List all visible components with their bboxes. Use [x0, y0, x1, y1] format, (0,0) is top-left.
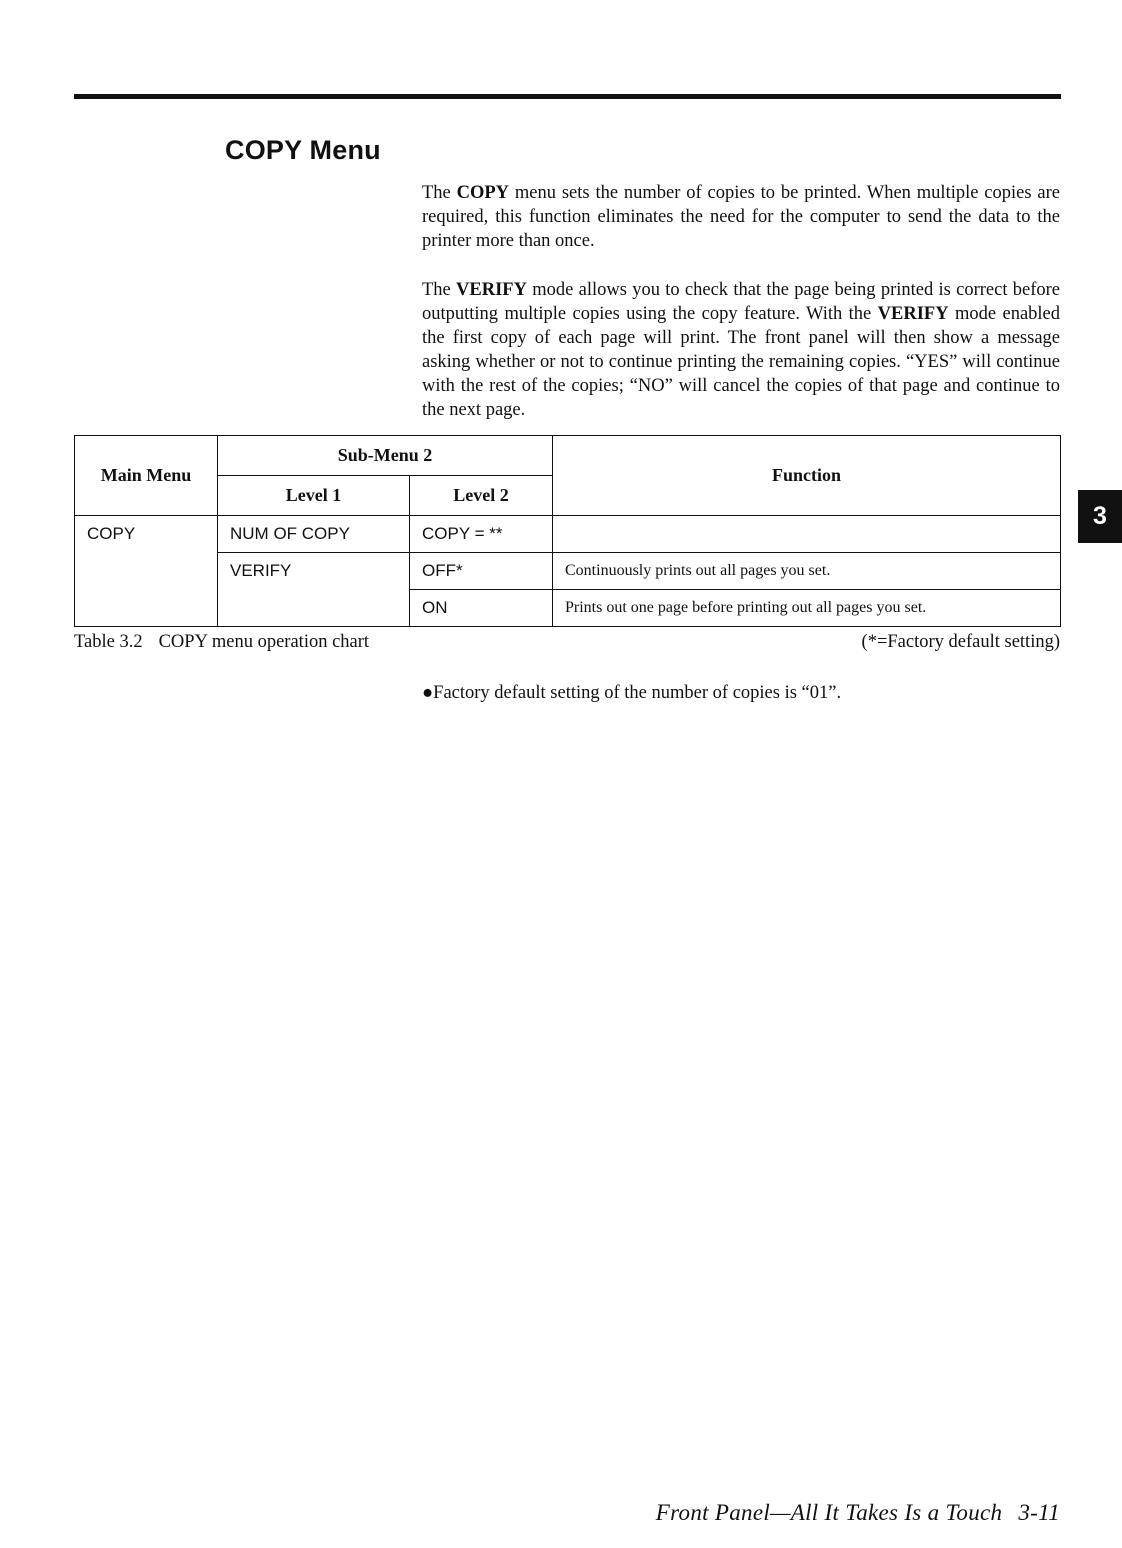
cell-function: Prints out one page before printing out all pages you set. [553, 590, 1061, 627]
top-rule [74, 94, 1061, 99]
cell-level-1: VERIFY [218, 553, 410, 590]
default-setting-note: (*=Factory default setting) [861, 632, 1060, 652]
cell-level-1: NUM OF COPY [218, 516, 410, 553]
intro-paragraph-2: The VERIFY mode allows you to check that the page being printed is correct before outputting multiple copies using the copy feature. With the VERIFY mode enabled the first copy of each page will print. The front panel will then show a message asking whether or not to continue printing the remaining copies. “YES” will continue with the rest of the copies; “NO” will cancel the copies of that page and continue to the next page. [422, 280, 1061, 420]
header-sub-menu: Sub-Menu 2 [218, 436, 553, 476]
verify-keyword: VERIFY [456, 280, 527, 300]
cell-level-2: OFF* [410, 553, 553, 590]
header-main-menu: Main Menu [75, 436, 218, 516]
intro-paragraph-1: The COPY menu sets the number of copies to be printed. When multiple copies are required, this function eliminates the need for the computer to send the data to the printer more than once. [422, 183, 1061, 251]
table-caption-number: Table 3.2 [74, 632, 143, 652]
page-footer [656, 1500, 1060, 1526]
copy-menu-table [74, 435, 1061, 627]
verify-keyword: VERIFY [877, 304, 949, 324]
cell-main-menu: COPY [75, 516, 218, 553]
factory-default-note: ●Factory default setting of the number of copies is “01”. [422, 683, 842, 703]
table-row [75, 516, 1061, 553]
table-row [75, 590, 1061, 627]
header-function: Function [553, 436, 1061, 516]
cell-level-1 [218, 590, 410, 627]
table-caption-text: COPY menu operation chart [158, 632, 370, 652]
cell-main-menu [75, 553, 218, 590]
header-level-2: Level 2 [410, 476, 553, 516]
footer-title: Front Panel—All It Takes Is a Touch [655, 1500, 1003, 1525]
cell-level-2: COPY = ** [410, 516, 553, 553]
chapter-tab: 3 [1078, 490, 1122, 543]
copy-keyword: COPY [456, 183, 510, 203]
cell-level-2: ON [410, 590, 553, 627]
cell-function [553, 516, 1061, 553]
cell-function: Continuously prints out all pages you set. [553, 553, 1061, 590]
table-row [75, 553, 1061, 590]
page-number: 3-11 [1018, 1500, 1060, 1525]
cell-main-menu [75, 590, 218, 627]
table-caption [74, 632, 369, 653]
header-level-1: Level 1 [218, 476, 410, 516]
section-title: COPY Menu [225, 135, 381, 165]
